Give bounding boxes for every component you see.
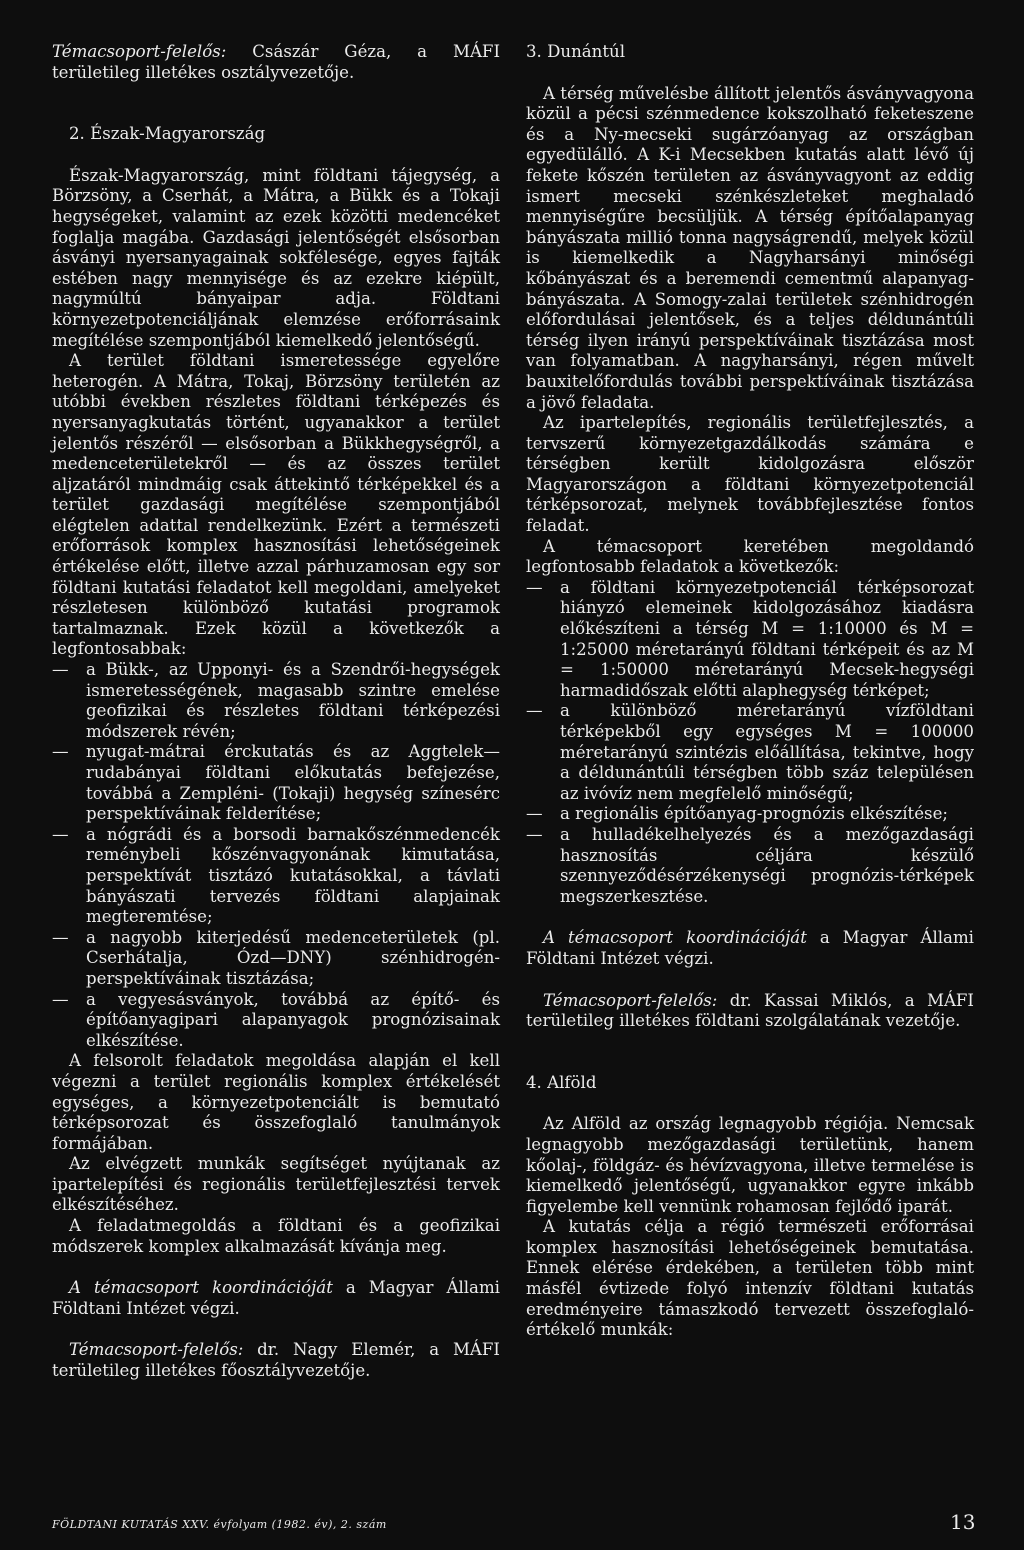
left-column [52, 42, 500, 1382]
responsible-paragraph [52, 42, 500, 83]
list-item: — a Bükk-, az Upponyi- és a Szendrői-hegységek ismeretességének, magasabb szintre emelése geofizikai és részletes földtani térképezési módszerek révén; [52, 660, 500, 742]
list-item: — a regionális építőanyag-prognózis elkészítése; [526, 804, 974, 825]
coordination-label: A témacsoport koordinációját [543, 928, 807, 948]
journal-citation: FÖLDTANI KUTATÁS XXV. évfolyam (1982. év), 2. szám [52, 1518, 387, 1531]
list-item: — a vegyesásványok, továbbá az építő- és építőanyagipari alapanyagok prognózisainak elkészítése. [52, 990, 500, 1052]
list-item: — a nógrádi és a borsodi barnakőszénmedencék reménybeli kőszénvagyonának kimutatása, perspektívát tisztázó kutatásokkal, a távlati bányászati tervezés földtani alapjainak megteremtése; [52, 825, 500, 928]
paragraph-planning: Az ipartelepítés, regionális területfejlesztés, a tervszerű környezetgazdálkodás számára e térségben került kidolgozásra először Magyarországon a földtani környezetpotenciál térképsorozat, melynek továbbfejlesztése fontos feladat. [526, 413, 974, 536]
paragraph-research-goal: A kutatás célja a régió természeti erőforrásai komplex hasznosítási lehetőségeinek bemutatása. Ennek elérése érdekében, a területen több mint másfél évtizede folyó intenzív földtani kutatás eredményeire támaszkodó tervezett összefoglaló-értékelő munkák: [526, 1217, 974, 1340]
paragraph-intro: Észak-Magyarország, mint földtani tájegység, a Börzsöny, a Cserhát, a Mátra, a Bükk és a Tokaji hegységeket, valamint az ezek közötti medencéket foglalja magába. Gazdasági jelentőségét elsősorban ásványi nyersanyagainak sokfélesége, egyes fajták estében nagy mennyisége és az ezekre kiépült, nagymúltú bányaipar adja. Földtani környezetpotenciáljának elemzése erőforrásaink megítélése szempontjából kiemelkedő jelentőségű. [52, 165, 500, 350]
coordination-text: a Magyar Állami Földtani Intézet végzi. [526, 928, 974, 968]
coordination-paragraph [526, 928, 974, 969]
paragraph-great-plain: Az Alföld az ország legnagyobb régiója. Nemcsak legnagyobb mezőgazdasági területünk, hanem kőolaj-, földgáz- és hévízvagyona, illetve termelése is kiemelkedő jelentőségű, ugyanakkor egyre inkább figyelembe kell vennünk rohamosan fejlődő iparát. [526, 1114, 974, 1216]
list-item: — a különböző méretarányú vízföldtani térképekből egy egységes M = 100000 méretarányú szintézis előállítása, tekintve, hogy a déldunántúli térségben több száz településen az ivóvíz nem megfelelő minőségű; [526, 701, 974, 804]
list-item: — a földtani környezetpotenciál térképsorozat hiányzó elemeinek kidolgozásához kiadásra előkészíteni a térség M = 1:10000 és M = 1:25000 méretarányú földtani térképeit és az M = 1:50000 méretarányú Mecsek-hegységi harmadidőszak előtti alaphegység térképet; [526, 578, 974, 702]
coordination-paragraph [52, 1278, 500, 1319]
section-heading-north-hungary: 2. Észak-Magyarország [69, 124, 266, 144]
responsible-paragraph-2 [52, 1340, 500, 1381]
responsible-text: Császár Géza, a MÁFI területileg illetékes osztályvezetője. [52, 42, 500, 82]
task-list-transdanubia [526, 578, 974, 908]
paragraph-knowledge: A terület földtani ismeretessége egyelőre heterogén. A Mátra, Tokaj, Börzsöny területén az utóbbi években részletes földtani térképezés és nyersanyagkutatás történt, ugyanakkor a terület jelentős részéről — elsősorban a Bükkhegységről, a medenceterületekről — és az összes terület aljzatáról mindmáig csak áttekintő térképekkel és a terület gazdasági megítélése szempontjából elégtelen adattal rendelkezünk. Ezért a természeti erőforrások komplex hasznosítási lehetőségeinek értékelése előtt, illetve azzal párhuzamosan egy sor földtani kutatási feladatot kell megoldani, amelyeket részletesen különböző kutatási programok tartalmaznak. Ezek közül a következők a legfontosabbak: [52, 351, 500, 659]
responsible-label: Témacsoport-felelős: [52, 42, 227, 61]
paragraph-methods: A feladatmegoldás a földtani és a geofizikai módszerek komplex alkalmazását kívánja meg. [52, 1216, 500, 1256]
responsible-paragraph [526, 991, 974, 1032]
coordination-text: a Magyar Állami Földtani Intézet végzi. [52, 1278, 500, 1318]
responsible-label: Témacsoport-felelős: [543, 990, 718, 1010]
responsible-label: Témacsoport-felelős: [69, 1340, 244, 1360]
page-number: 13 [950, 1510, 976, 1534]
section-heading-great-plain: 4. Alföld [526, 1072, 597, 1092]
task-list-north [52, 660, 500, 1051]
responsible-text: dr. Nagy Elemér, a MÁFI területileg illetékes főosztályvezetője. [52, 1340, 500, 1381]
paragraph-tasks-intro: A témacsoport keretében megoldandó legfontosabb feladatok a következők: [526, 536, 974, 577]
paragraph-resources: A térség művelésbe állított jelentős ásványvagyona közül a pécsi szénmedence kokszolható feketeszene és a Ny-mecseki sugárzóanyag az országban egyedülálló. A K-i Mecsekben kutatás alatt lévő új fekete kőszén területen az ásványvagyont az eddig ismert mecseki szénkészleteket meghaladó mennyiségűre becsüljük. A térség építőalapanyag bányászata millió tonna nagyságrendű, melyek közül is kiemelkedik a Nagyharsányi minőségi kőbányászat és a beremendi cementmű alapanyag-bányászata. A Somogy-zalai területek szénhidrogén előfordulásai jelentősek, és a teljes déldunántúli térség ilyen irányú perspektíváinak tisztázása most van folyamatban. A nagyharsányi, régen művelt bauxitelőfordulás további perspektíváinak tisztázása a jövő feladata. [526, 83, 974, 412]
section-heading-transdanubia: 3. Dunántúl [526, 42, 626, 61]
list-item: — nyugat-mátrai érckutatás és az Aggtelek—rudabányai földtani előkutatás befejezése, továbbá a Zempléni- (Tokaji) hegység színesérc perspektíváinak felderítése; [52, 742, 500, 824]
list-item: — a hulladékelhelyezés és a mezőgazdasági hasznosítás céljára készülő szennyeződésérzékenységi prognózis-térképek megszerkesztése. [526, 825, 974, 907]
list-item: — a nagyobb kiterjedésű medenceterületek (pl. Cserhátalja, Ózd—DNY) szénhidrogén-perspektíváinak tisztázása; [52, 928, 500, 990]
responsible-text: dr. Kassai Miklós, a MÁFI területileg illetékes földtani szolgálatának vezetője. [526, 990, 974, 1031]
page-footer [52, 1518, 982, 1531]
right-column [526, 42, 974, 1341]
paragraph-regional-evaluation: A felsorolt feladatok megoldása alapján el kell végezni a terület regionális komplex értékelését egységes, a környezetpotenciált is bemutató térképsorozat és összefoglaló tanulmányok formájában. [52, 1051, 500, 1153]
paragraph-support: Az elvégzett munkák segítséget nyújtanak az ipartelepítési és regionális területfejlesztési tervek elkészítéséhez. [52, 1154, 500, 1215]
coordination-label: A témacsoport koordinációját [69, 1278, 333, 1298]
